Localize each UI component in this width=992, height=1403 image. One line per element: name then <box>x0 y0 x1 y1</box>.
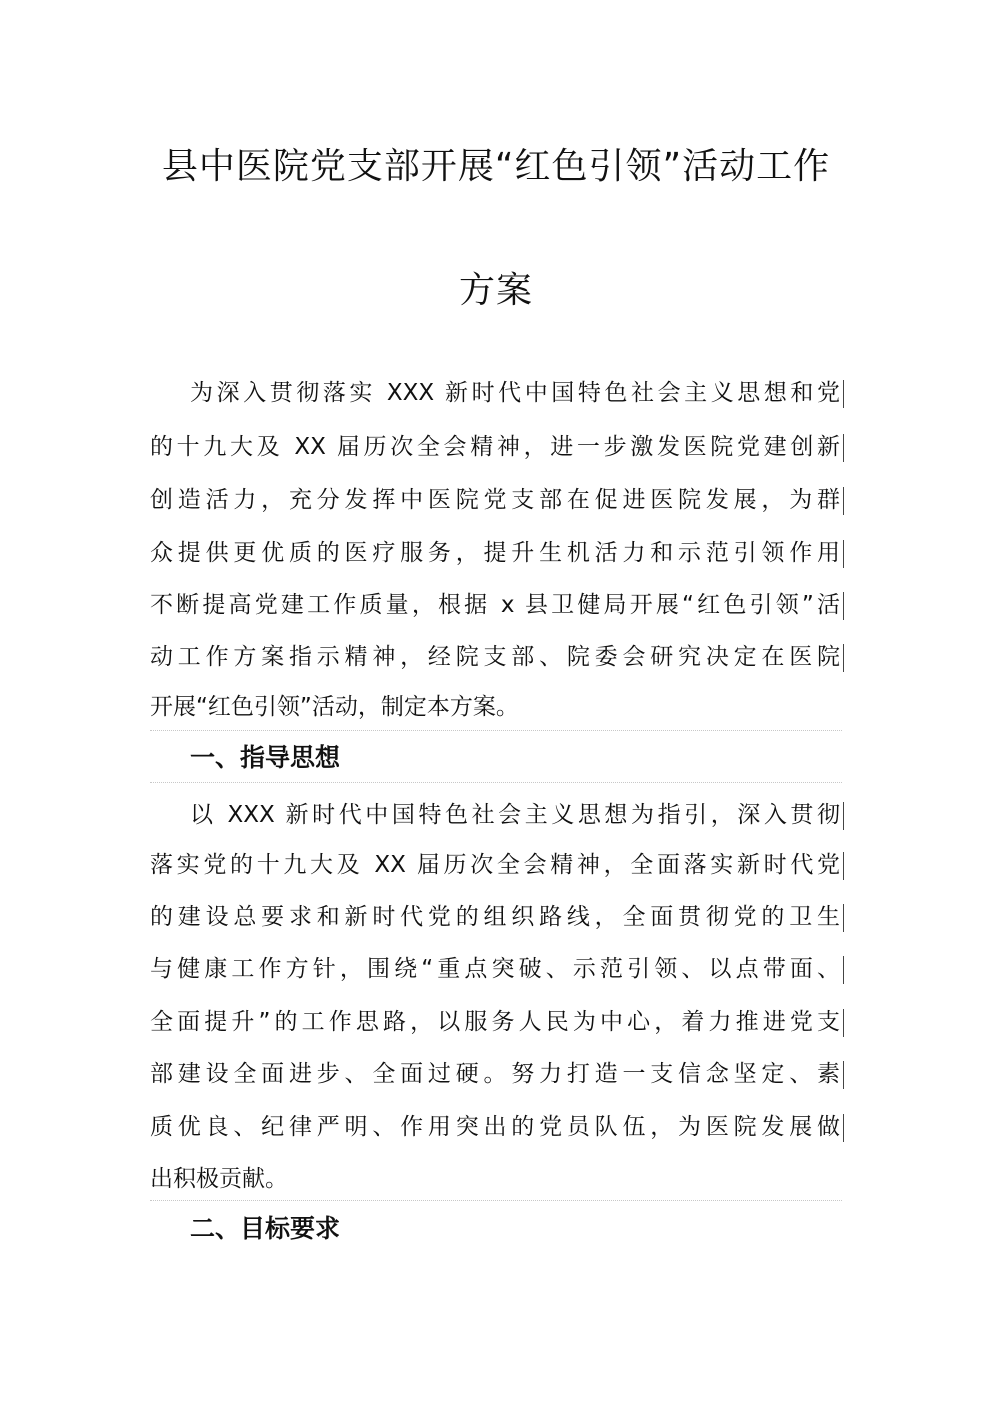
line-margin-mark <box>843 434 844 462</box>
line-margin-mark <box>843 487 844 515</box>
section1-line-4: 与健康工作方针，围绕“重点突破、示范引领、以点带面、 <box>150 956 840 982</box>
intro-line-4: 众提供更优质的医疗服务，提升生机活力和示范引领作用 <box>150 540 840 566</box>
line-margin-mark <box>843 802 844 830</box>
line-margin-mark <box>843 904 844 932</box>
section-divider <box>150 782 842 783</box>
intro-line-5: 不断提高党建工作质量，根据 x 县卫健局开展“红色引领”活 <box>150 592 840 618</box>
section1-line-6: 部建设全面进步、全面过硬。努力打造一支信念坚定、素 <box>150 1061 840 1087</box>
intro-line-7: 开展“红色引领”活动，制定本方案。 <box>150 694 519 720</box>
section-heading-guiding-ideology: 一、指导思想 <box>190 743 341 772</box>
document-title-line-2: 方案 <box>458 270 533 311</box>
section-divider <box>150 730 842 731</box>
line-margin-mark <box>843 1114 844 1142</box>
section1-line-8: 出积极贡献。 <box>150 1166 288 1192</box>
document-title-line-1: 县中医院党支部开展“红色引领”活动工作 <box>161 146 831 187</box>
section-divider <box>150 1200 842 1201</box>
section-heading-goals: 二、目标要求 <box>190 1214 341 1243</box>
line-margin-mark <box>843 852 844 880</box>
line-margin-mark <box>843 1061 844 1089</box>
line-margin-mark <box>843 644 844 672</box>
line-margin-mark <box>843 540 844 568</box>
section1-line-1: 以 XXX 新时代中国特色社会主义思想为指引，深入贯彻 <box>190 802 840 828</box>
line-margin-mark <box>843 1009 844 1037</box>
line-margin-mark <box>843 380 844 408</box>
section1-line-7: 质优良、纪律严明、作用突出的党员队伍，为医院发展做 <box>150 1114 840 1140</box>
intro-line-3: 创造活力，充分发挥中医院党支部在促进医院发展，为群 <box>150 487 840 513</box>
intro-line-1: 为深入贯彻落实 XXX 新时代中国特色社会主义思想和党 <box>190 380 840 406</box>
intro-line-2: 的十九大及 XX 届历次全会精神，进一步激发医院党建创新 <box>150 434 840 460</box>
section1-line-3: 的建设总要求和新时代党的组织路线，全面贯彻党的卫生 <box>150 904 840 930</box>
line-margin-mark <box>843 956 844 984</box>
intro-line-6: 动工作方案指示精神，经院支部、院委会研究决定在医院 <box>150 644 840 670</box>
section1-line-5: 全面提升”的工作思路，以服务人民为中心，着力推进党支 <box>150 1009 840 1035</box>
section1-line-2: 落实党的十九大及 XX 届历次全会精神，全面落实新时代党 <box>150 852 840 878</box>
line-margin-mark <box>843 592 844 620</box>
